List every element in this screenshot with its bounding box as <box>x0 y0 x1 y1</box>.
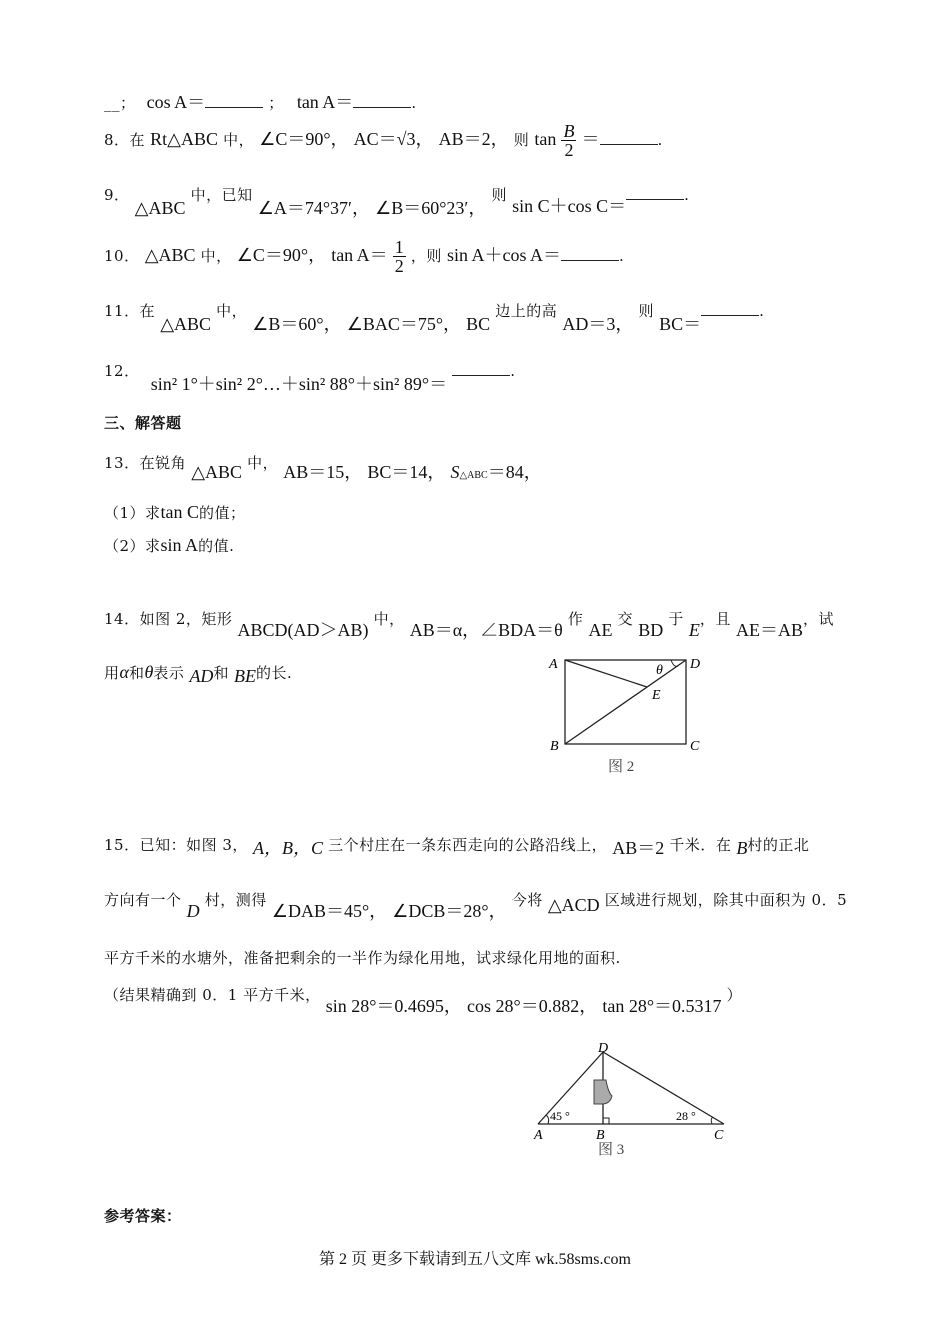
q7-lead: __； <box>104 94 136 112</box>
figure-2-caption: 图 2 <box>608 759 635 775</box>
q15-line-2 <box>104 885 848 921</box>
label-a: A <box>549 657 558 672</box>
q11-zhong: 中， <box>216 302 248 320</box>
q13-part-1 <box>104 502 246 523</box>
q15-cos: cos 28°＝0.882， <box>467 996 598 1016</box>
q14-rect: ABCD(AD＞AB) <box>237 620 369 640</box>
q15-dab: ∠DAB＝45°， <box>271 901 388 921</box>
q8-eq: ＝ <box>581 129 600 149</box>
q11-ad: AD＝3， <box>562 314 634 334</box>
q10-num: 10． <box>104 247 140 265</box>
q14-zhong: 中， <box>373 610 405 628</box>
label-d: D <box>598 1041 609 1056</box>
q12-num: 12． <box>104 362 140 380</box>
q14-be: BE <box>234 666 257 686</box>
q8-frac-bot: 2 <box>564 140 574 160</box>
q14-he: 和 <box>128 664 145 682</box>
label-a: A <box>534 1128 543 1143</box>
q10-frac-bot: 2 <box>394 256 404 276</box>
q14-ae: AE <box>588 620 613 640</box>
q14-dechang: 的长. <box>256 664 293 682</box>
q9-triangle: △ABC <box>134 198 186 218</box>
q7-continuation <box>104 88 417 114</box>
q10-triangle: △ABC <box>144 245 196 265</box>
q9-end: . <box>684 186 690 204</box>
q11-ze: 则 <box>638 302 654 320</box>
q14-biaoshi: 表示 <box>153 664 185 682</box>
q7-tan: tan A＝ <box>296 92 354 112</box>
q13-ab: AB＝15， <box>283 462 363 482</box>
question-10 <box>104 238 624 275</box>
q15-tan: tan 28°＝0.5317 <box>602 996 722 1016</box>
q15-sin: sin 28°＝0.4695， <box>325 996 462 1016</box>
pond-shape <box>594 1080 612 1104</box>
q14-cond: AB＝α，∠BDA＝θ <box>409 620 563 640</box>
q14-he2: 和 <box>213 664 229 682</box>
q13-p1-expr: tan C <box>160 502 200 522</box>
q14-bd: BD <box>638 620 664 640</box>
q15-text-3: 村的正北 <box>747 836 810 854</box>
q13-part-2 <box>104 535 234 556</box>
q7-cos-blank <box>205 107 263 108</box>
figure-3-triangle-diagram <box>528 1040 738 1162</box>
q14-line-2 <box>104 662 293 686</box>
q10-ze: ，则 <box>410 247 442 265</box>
q8-tan: tan <box>534 129 557 149</box>
q15-d: D <box>186 901 200 921</box>
question-8 <box>104 122 663 159</box>
q12-expr: sin² 1°＋sin² 2°…＋sin² 88°＋sin² 89°＝ <box>150 374 448 394</box>
q15-l2d: 区域进行规划，除其中面积为 0．5 <box>604 891 848 909</box>
q9-num: 9． <box>104 186 130 204</box>
q15-abc: A，B，C <box>253 838 323 858</box>
q8-angle-c: ∠C＝90°， <box>259 129 349 149</box>
label-b: B <box>550 739 559 754</box>
q15-line-3: 平方千米的水塘外，准备把剩余的一半作为绿化用地，试求绿化用地的面积. <box>104 949 621 967</box>
angle-theta-arc <box>671 660 678 666</box>
q11-blank <box>701 315 759 316</box>
q13-p1-tail: 的值； <box>199 504 246 522</box>
figure-2-rectangle-diagram <box>540 652 710 780</box>
q11-height: 边上的高 <box>495 302 558 320</box>
q13-s-val: ＝84， <box>487 462 542 482</box>
q13-p1-lead: （1）求 <box>104 504 161 522</box>
q8-blank <box>600 144 658 145</box>
q15-line-4 <box>104 980 743 1016</box>
q14-qie: ，且 <box>699 610 731 628</box>
label-d: D <box>690 657 701 672</box>
question-13 <box>104 448 542 482</box>
q13-p2-tail: 的值. <box>198 537 235 555</box>
q10-zhong: 中， <box>200 247 232 265</box>
q15-l2c: 今将 <box>511 891 543 909</box>
question-14 <box>104 604 835 640</box>
q11-end: . <box>759 302 765 320</box>
q8-ab: AB＝2， <box>438 129 509 149</box>
q11-bc-eq: BC＝ <box>659 314 702 334</box>
q14-eq: AE＝AB <box>736 620 804 640</box>
q10-blank <box>561 260 619 261</box>
q13-s: S <box>450 462 460 482</box>
label-e: E <box>652 688 661 703</box>
question-15 <box>104 830 809 856</box>
q10-angle-c: ∠C＝90°， <box>236 245 327 265</box>
q9-blank <box>626 199 684 200</box>
q13-zhong: 中， <box>247 454 279 472</box>
angle-45-label: 45 ° <box>550 1109 570 1123</box>
diagonal-bd <box>565 660 686 744</box>
q13-area <box>450 462 541 482</box>
question-11 <box>104 296 765 334</box>
q14-num: 14．如图 2，矩形 <box>104 610 233 628</box>
label-theta: θ <box>656 663 663 678</box>
q14-alpha: α <box>119 662 129 682</box>
q9-angle-a: ∠A＝74°37′， <box>257 198 370 218</box>
q8-rt: Rt△ABC <box>150 129 219 149</box>
angle-28-label: 28 ° <box>676 1109 696 1123</box>
q13-triangle: △ABC <box>191 462 243 482</box>
q9-angle-b: ∠B＝60°23′， <box>375 198 487 218</box>
q7-end: . <box>411 94 417 112</box>
q7-tan-blank <box>353 107 411 108</box>
q15-text-1: 三个村庄在一条东西走向的公路沿线上， <box>328 836 608 854</box>
q8-ze: 则 <box>513 131 530 149</box>
q13-bc: BC＝14， <box>367 462 446 482</box>
q7-cos: cos A＝ <box>146 92 206 112</box>
q15-l2b: 村，测得 <box>204 891 267 909</box>
q8-zhong: 中， <box>223 131 255 149</box>
q14-ad: AD <box>189 666 214 686</box>
q10-tan-a: tan A＝ <box>331 245 388 265</box>
q11-num: 11．在 <box>104 302 156 320</box>
q14-yu: 于 <box>668 610 684 628</box>
q15-b: B <box>736 838 748 858</box>
q11-angle-bac: ∠BAC＝75°， <box>346 314 462 334</box>
label-c: C <box>714 1128 724 1143</box>
page-footer: 第 2 页 更多下载请到五八文库 wk.58sms.com <box>318 1251 631 1268</box>
q15-text-2: 千米．在 <box>669 836 732 854</box>
q15-dcb: ∠DCB＝28°， <box>392 901 507 921</box>
q14-theta: θ <box>144 662 154 682</box>
question-9 <box>104 180 690 218</box>
q8-frac-top: B <box>563 121 575 141</box>
q15-l4b: ） <box>726 986 743 1004</box>
q10-expr: sin A＋cos A＝ <box>446 245 561 265</box>
q13-p2-lead: （2）求 <box>104 537 161 555</box>
section-3-heading: 三、解答题 <box>104 414 182 432</box>
figure-3-caption: 图 3 <box>598 1142 625 1158</box>
q8-ac: AC＝√3， <box>353 129 434 149</box>
q7-semi: ； <box>268 94 284 112</box>
segment-ae <box>565 660 647 687</box>
q11-bc: BC <box>466 314 491 334</box>
q9-expr: sin C＋cos C＝ <box>512 196 627 216</box>
q14-zuo: 作 <box>567 610 584 628</box>
q10-fraction <box>393 238 406 275</box>
segment-ad <box>538 1052 603 1124</box>
q11-angle-b: ∠B＝60°， <box>252 314 342 334</box>
q15-l4a: （结果精确到 0．1 平方千米， <box>104 986 321 1004</box>
q15-acd: △ACD <box>547 895 600 915</box>
q13-num: 13．在锐角 <box>104 454 187 472</box>
q9-ze: 则 <box>491 186 507 204</box>
q15-ab: AB＝2 <box>612 838 665 858</box>
q15-num: 15．已知：如图 3， <box>104 836 248 854</box>
q14-e: E <box>688 620 700 640</box>
q14-yong: 用 <box>104 664 120 682</box>
q14-jiao: 交 <box>617 610 634 628</box>
q14-shi: ，试 <box>803 610 835 628</box>
q13-p2-expr: sin A <box>160 535 199 555</box>
q15-l2a: 方向有一个 <box>104 891 182 909</box>
angle-45-arc <box>546 1115 549 1124</box>
q10-frac-top: 1 <box>394 237 404 257</box>
label-b: B <box>596 1128 605 1143</box>
q8-fraction <box>561 122 576 159</box>
right-angle-mark <box>603 1118 609 1124</box>
segment-dc <box>603 1052 724 1124</box>
q13-s-sub: △ABC <box>459 470 488 481</box>
q12-end: . <box>510 362 516 380</box>
answers-heading: 参考答案： <box>104 1207 182 1225</box>
question-12 <box>104 356 516 394</box>
label-c: C <box>690 739 700 754</box>
q11-triangle: △ABC <box>160 314 212 334</box>
q8-num: 8．在 <box>104 131 146 149</box>
q9-known: 中，已知 <box>190 186 253 204</box>
q8-end: . <box>657 131 663 149</box>
q12-blank <box>452 375 510 376</box>
q10-end: . <box>619 247 625 265</box>
